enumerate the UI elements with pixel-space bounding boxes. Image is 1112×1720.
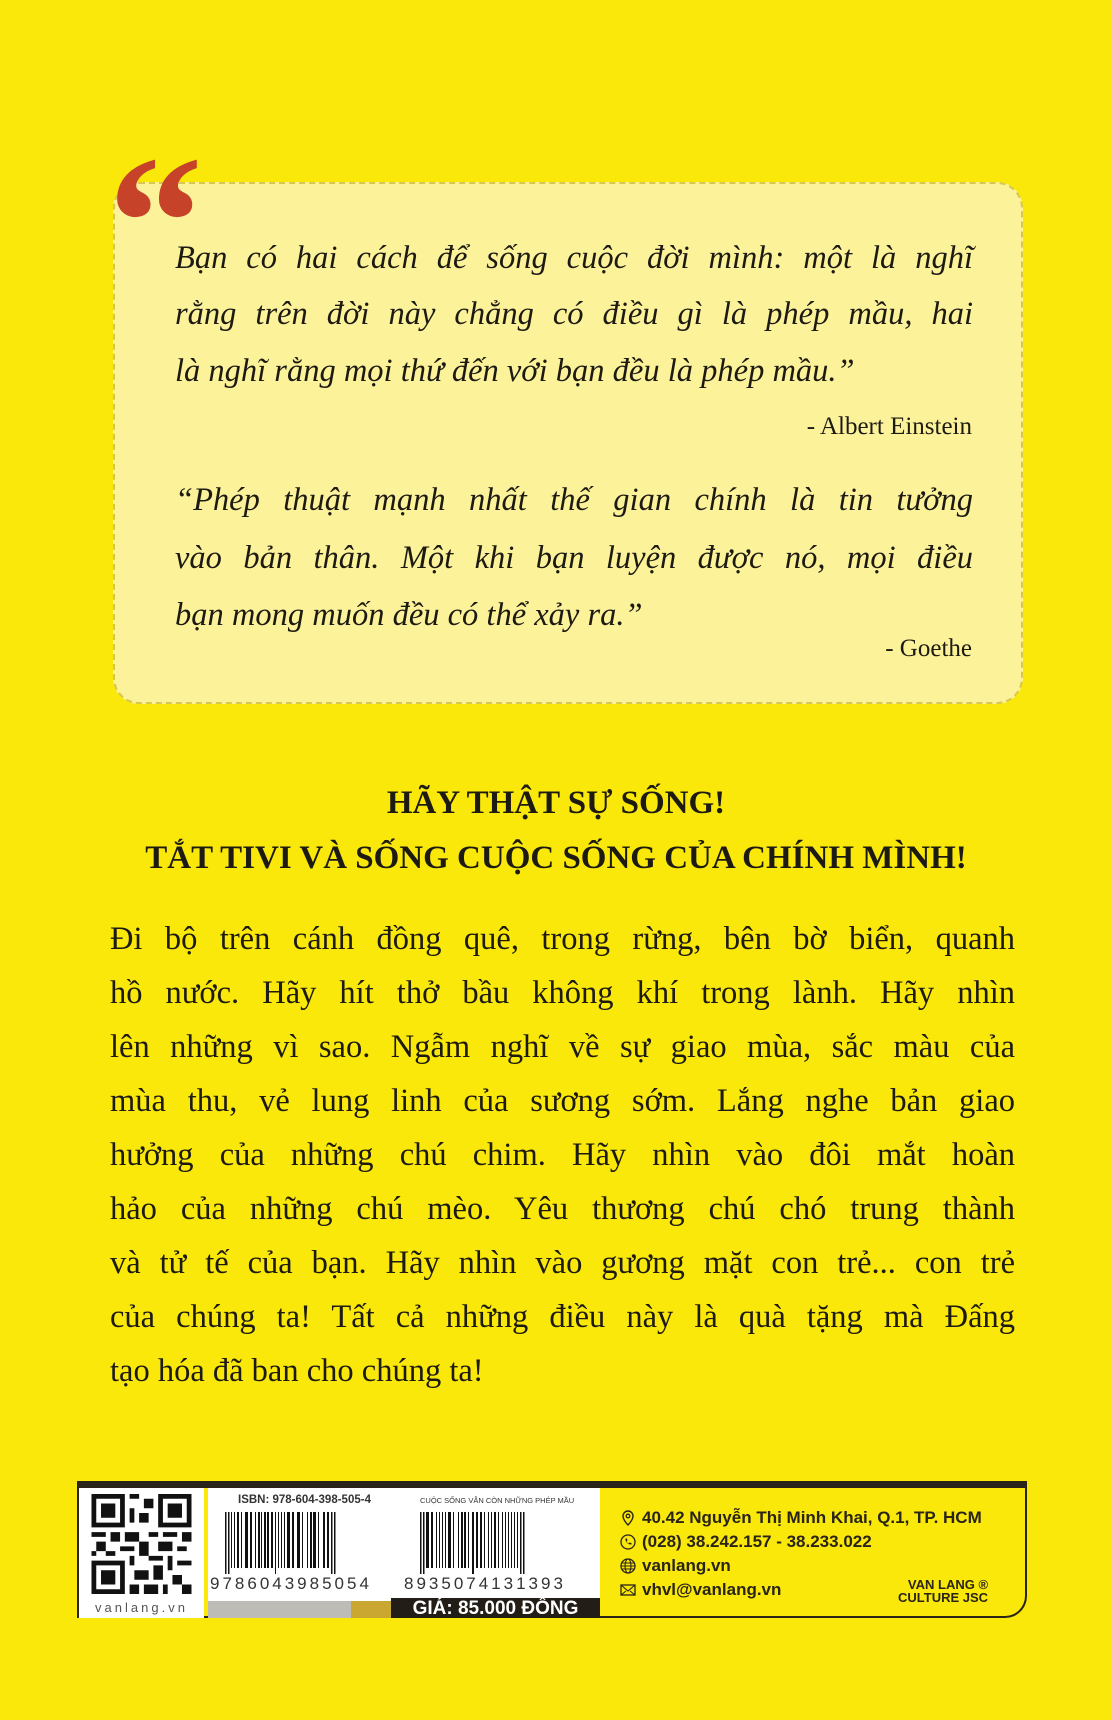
barcode-bar [231, 1512, 232, 1568]
barcode-bar [484, 1512, 485, 1568]
body-line: mùa thu, vẻ lung linh của sương sớm. Lắng nghe bản giao [110, 1083, 1015, 1119]
phone: (028) 38.242.157 - 38.233.022 [642, 1532, 872, 1551]
barcode-bar [245, 1512, 248, 1568]
barcode-bar [448, 1512, 451, 1568]
body-line: hưởng của những chú chim. Hãy nhìn vào đôi mắt hoàn [110, 1137, 1015, 1173]
quote-author: - Goethe [885, 635, 972, 662]
barcode-bar [480, 1512, 482, 1568]
barcode-bar [423, 1512, 425, 1574]
barcode-bar [284, 1512, 285, 1568]
barcode-bar [261, 1512, 262, 1568]
barcode-bar [275, 1512, 276, 1574]
barcode-bar [464, 1512, 466, 1568]
barcode-bar [234, 1512, 235, 1568]
barcode-bar [292, 1512, 294, 1568]
barcode-bar [278, 1512, 279, 1568]
barcode-bar [426, 1512, 429, 1568]
body-line: tạo hóa đã ban cho chúng ta! [110, 1353, 484, 1389]
barcode-bar [442, 1512, 443, 1568]
barcode-bar [431, 1512, 433, 1568]
barcode-bar [307, 1512, 308, 1568]
email[interactable]: vhvl@vanlang.vn [642, 1580, 782, 1599]
barcode-bar [271, 1512, 273, 1568]
quote-line: rằng trên đời này chẳng có điều gì là phép mầu, hai [175, 296, 973, 332]
contact-website[interactable] [620, 1556, 731, 1576]
barcode-bar [494, 1512, 496, 1568]
heading-line: TẮT TIVI VÀ SỐNG CUỘC SỐNG CỦA CHÍNH MÌNH! [145, 840, 967, 876]
isbn: ISBN: 978-604-398-505-4 [238, 1494, 371, 1506]
body-line: của chúng ta! Tất cả những điều này là quà tặng mà Đấng [110, 1299, 1015, 1335]
heading-line: HÃY THẬT SỰ SỐNG! [386, 785, 726, 821]
price: GIÁ: 85.000 ĐỒNG [391, 1598, 600, 1618]
qr-url: vanlang.vn [95, 1600, 188, 1615]
barcode-bar [523, 1512, 525, 1574]
contact-email[interactable] [620, 1580, 781, 1600]
barcode-bar [491, 1512, 492, 1568]
barcode-bar [445, 1512, 446, 1568]
qr-code [79, 1488, 204, 1618]
barcode-bar [498, 1512, 499, 1568]
barcode-bar [264, 1512, 266, 1568]
barcode-bar [468, 1512, 469, 1568]
barcode-bar [334, 1512, 336, 1574]
barcode-bar [313, 1512, 316, 1568]
body-line: Đi bộ trên cánh đồng quê, trong rừng, bên bờ biển, quanh [110, 921, 1015, 957]
barcode-bar [225, 1512, 227, 1574]
grey-strip [208, 1601, 351, 1618]
barcode-bar [453, 1512, 454, 1568]
barcode-bar [520, 1512, 522, 1574]
barcode-bar [281, 1512, 282, 1568]
body-line: lên những vì sao. Ngẫm nghĩ về sự giao mùa, sắc màu của [110, 1029, 1015, 1065]
mail-icon [620, 1582, 636, 1598]
barcode-bar [502, 1512, 503, 1568]
isbn-barcode [223, 1512, 383, 1574]
barcode-bar [241, 1512, 242, 1568]
address: 40.42 Nguyễn Thị Minh Khai, Q.1, TP. HCM [642, 1508, 982, 1527]
barcode-bar [237, 1512, 239, 1568]
barcode-bar [331, 1512, 333, 1574]
quote-line: Bạn có hai cách để sống cuộc đời mình: một là nghĩ [175, 240, 973, 276]
footer-bar [77, 1481, 1027, 1488]
gold-strip [351, 1601, 391, 1618]
quote-line: bạn mong muốn đều có thể xảy ra.” [175, 597, 643, 633]
quote-line: “Phép thuật mạnh nhất thế gian chính là tin tưởng [175, 482, 973, 518]
location-pin-icon [620, 1510, 636, 1526]
barcode-bar [228, 1512, 230, 1574]
barcode-bar [297, 1512, 300, 1568]
barcode-bar [472, 1512, 474, 1574]
body-line: hảo của những chú mèo. Yêu thương chú chó trung thành [110, 1191, 1015, 1227]
barcode-digits: 8935074131393 [404, 1574, 566, 1593]
barcode-bar [258, 1512, 260, 1568]
barcode-bar [505, 1512, 506, 1568]
barcode-bar [327, 1512, 329, 1568]
barcode-area [208, 1488, 600, 1618]
barcode-bar [420, 1512, 422, 1574]
body-line: và tử tế của bạn. Hãy nhìn vào gương mặt con trẻ... con trẻ [110, 1245, 1015, 1281]
barcode-bar [476, 1512, 478, 1568]
barcode-bar [302, 1512, 303, 1568]
barcode-bar [250, 1512, 252, 1568]
barcode-bar [318, 1512, 319, 1568]
publisher-logo [898, 1578, 988, 1604]
barcode-bar [517, 1512, 518, 1568]
quote-author: - Albert Einstein [806, 413, 972, 440]
brand-line: VAN LANG ® [907, 1577, 989, 1592]
contact-address [620, 1508, 982, 1528]
barcode-bar [310, 1512, 312, 1568]
quote-mark-icon: “ [108, 118, 203, 328]
phone-icon [620, 1534, 636, 1550]
barcode-bar [488, 1512, 489, 1568]
barcode-bar [267, 1512, 269, 1568]
body-line: hồ nước. Hãy hít thở bầu không khí trong lành. Hãy nhìn [110, 975, 1015, 1011]
barcode-bar [458, 1512, 459, 1568]
contact-phone [620, 1532, 872, 1552]
book-title-small: CUỘC SỐNG VẪN CÒN NHỮNG PHÉP MẦU [420, 1496, 575, 1505]
barcode-bar [508, 1512, 509, 1568]
barcode-bar [323, 1512, 325, 1568]
barcode-bar [287, 1512, 290, 1568]
barcode-bar [439, 1512, 440, 1568]
website[interactable]: vanlang.vn [642, 1556, 731, 1575]
barcode-digits: 9786043985054 [210, 1574, 372, 1593]
quote-line: vào bản thân. Một khi bạn luyện được nó, mọi điều [175, 540, 973, 576]
globe-icon [620, 1558, 636, 1574]
product-barcode [418, 1512, 578, 1574]
barcode-bar [461, 1512, 463, 1568]
barcode-bar [436, 1512, 437, 1568]
barcode-bar [255, 1512, 256, 1568]
brand-line: CULTURE JSC [898, 1590, 989, 1605]
barcode-bar [511, 1512, 512, 1568]
qr-code-icon [89, 1494, 194, 1594]
barcode-bar [514, 1512, 515, 1568]
quote-line: là nghĩ rằng mọi thứ đến với bạn đều là phép mầu.” [175, 353, 855, 389]
